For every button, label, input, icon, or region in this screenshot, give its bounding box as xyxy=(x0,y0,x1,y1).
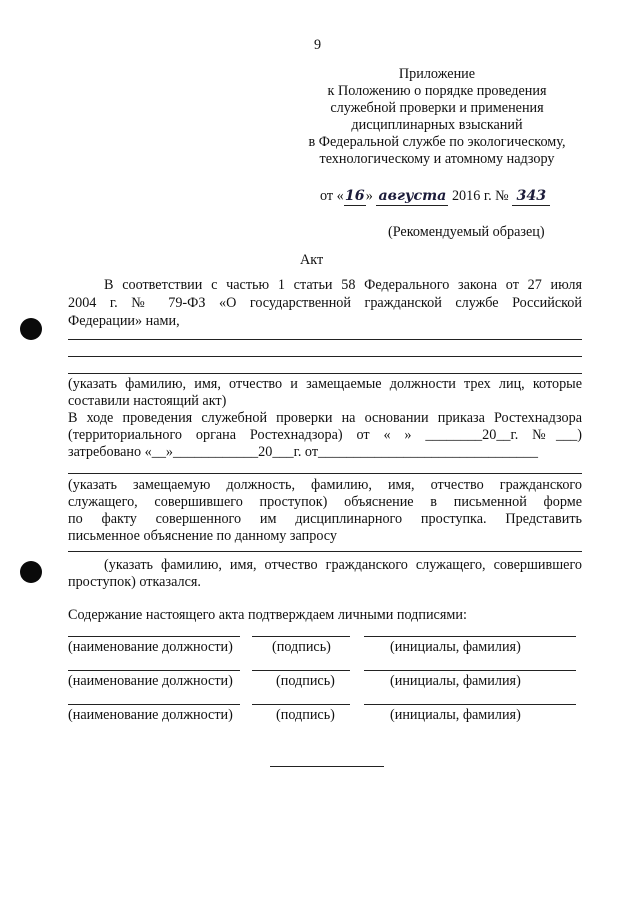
order-line: (территориального органа Ростехнадзора) от « » ________20__г. №___) xyxy=(68,427,582,443)
signature-sign-line xyxy=(252,704,350,705)
closing-separator xyxy=(270,766,384,767)
appendix-line: служебной проверки и применения xyxy=(330,100,544,117)
hint-text: (указать фамилию, имя, отчество и замещаемые должности трех лиц, которые xyxy=(68,376,582,392)
handwritten-month: августа xyxy=(376,189,448,206)
hint-text: письменное объяснение по данному запросу xyxy=(68,528,337,544)
binder-hole-mark xyxy=(20,318,42,340)
signature-position-line xyxy=(68,636,240,637)
appendix-header xyxy=(300,66,574,168)
hint-text: составили настоящий акт) xyxy=(68,393,227,409)
signature-name-label: (инициалы, фамилия) xyxy=(390,707,521,723)
confirmation-text: Содержание настоящего акта подтверждаем личными подписями: xyxy=(68,607,467,623)
hint-text: по факту совершенного им дисциплинарного проступка. Представить xyxy=(68,511,582,527)
hint-text: служащего, совершившего проступок) объяснение в письменной форме xyxy=(68,494,582,510)
signature-name-line xyxy=(364,670,576,671)
order-date-line: от «16» августа 2016 г. № 343 xyxy=(320,188,550,206)
binder-hole-mark xyxy=(20,561,42,583)
signature-sign-line xyxy=(252,636,350,637)
signature-sign-label: (подпись) xyxy=(276,707,335,723)
signature-position-line xyxy=(68,670,240,671)
signature-sign-label: (подпись) xyxy=(272,639,331,655)
signature-sign-label: (подпись) xyxy=(276,673,335,689)
handwritten-order-number: 343 xyxy=(512,189,550,206)
appendix-title: Приложение xyxy=(398,66,476,82)
order-line: В ходе проведения служебной проверки на основании приказа Ростехнадзора xyxy=(68,410,582,426)
signature-position-label: (наименование должности) xyxy=(68,707,233,723)
intro-line: Федерации» нами, xyxy=(68,313,180,329)
signature-name-line xyxy=(364,704,576,705)
intro-line: В соответствии с частью 1 статьи 58 Федерального закона от 27 июля xyxy=(104,277,582,293)
act-title: Акт xyxy=(300,252,324,268)
blank-line xyxy=(68,356,582,357)
signature-name-label: (инициалы, фамилия) xyxy=(390,673,521,689)
blank-line xyxy=(68,551,582,552)
appendix-line: технологическому и атомному надзору xyxy=(319,151,555,168)
signature-sign-line xyxy=(252,670,350,671)
signature-position-line xyxy=(68,704,240,705)
hint-text: (указать замещаемую должность, фамилию, имя, отчество гражданского xyxy=(68,477,582,493)
appendix-line: к Положению о порядке проведения xyxy=(327,83,547,100)
sample-note: (Рекомендуемый образец) xyxy=(388,224,545,240)
signature-name-line xyxy=(364,636,576,637)
blank-line xyxy=(68,373,582,374)
appendix-line: в Федеральной службе по экологическому, xyxy=(308,134,566,151)
appendix-line: дисциплинарных взысканий xyxy=(351,117,523,134)
signature-position-label: (наименование должности) xyxy=(68,639,233,655)
hint-text: проступок) отказался. xyxy=(68,574,201,590)
handwritten-day: 16 xyxy=(344,188,365,204)
page-number: 9 xyxy=(314,37,322,53)
blank-line xyxy=(68,339,582,340)
order-line: затребовано «__»____________20___г. от_______________________________ xyxy=(68,444,538,460)
intro-line: 2004 г. № 79-ФЗ «О государственной гражданской службе Российской xyxy=(68,295,582,311)
signature-name-label: (инициалы, фамилия) xyxy=(390,639,521,655)
signature-position-label: (наименование должности) xyxy=(68,673,233,689)
blank-line xyxy=(68,473,582,474)
hint-text: (указать фамилию, имя, отчество гражданского служащего, совершившего xyxy=(104,557,582,573)
